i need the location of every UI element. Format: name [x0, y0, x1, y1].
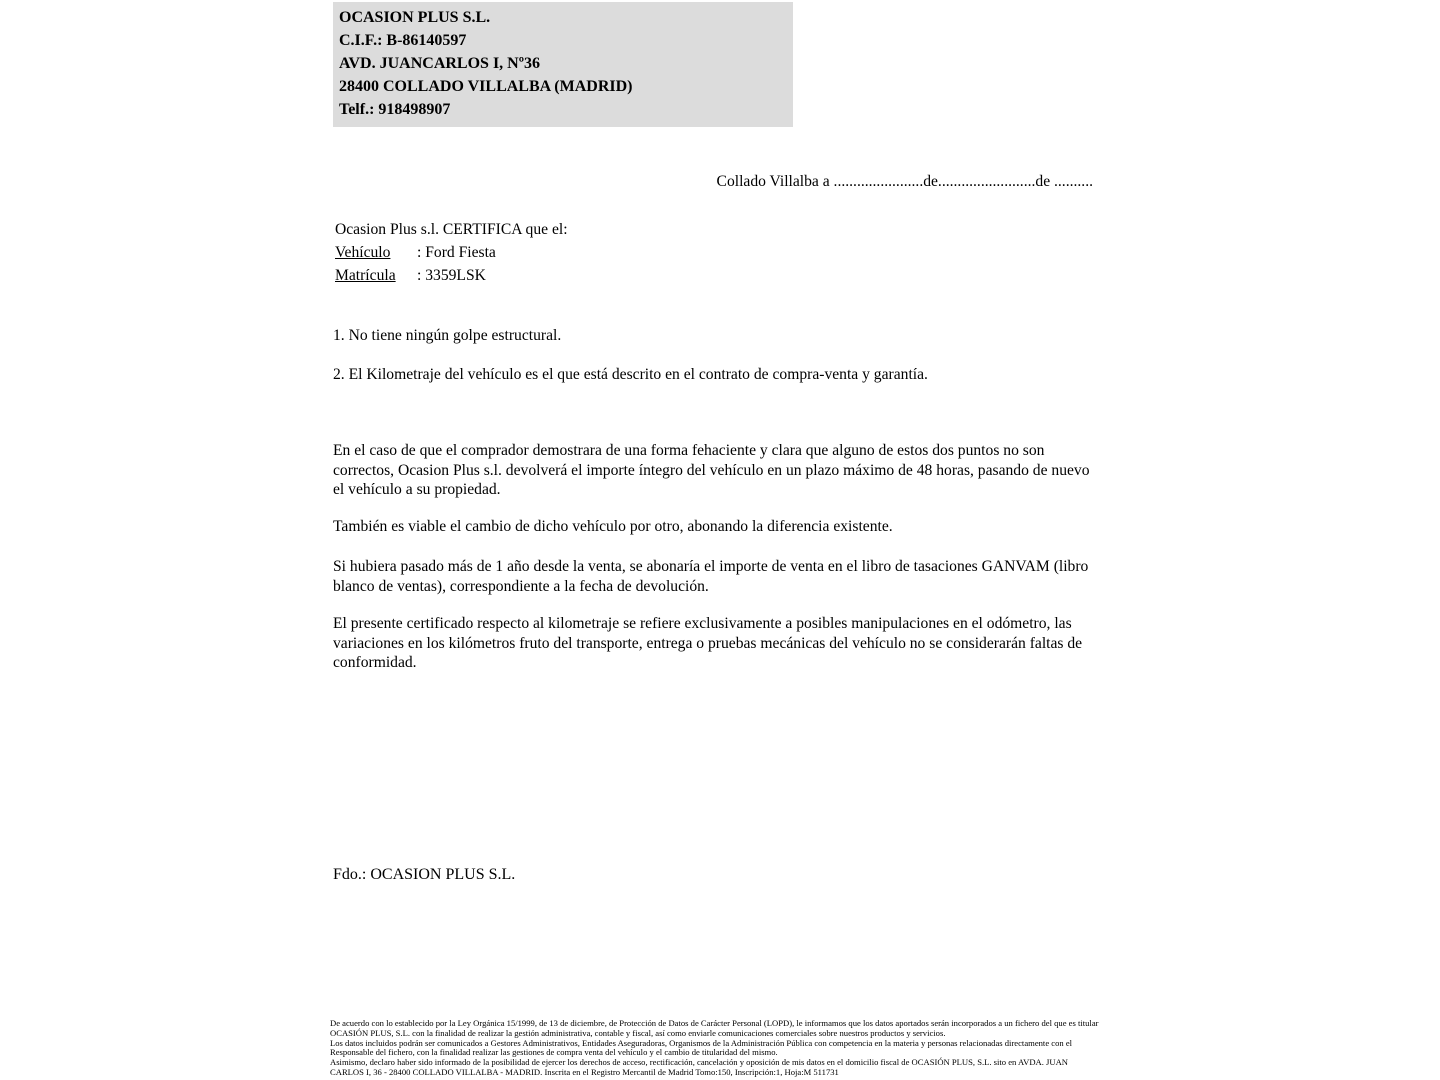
legal-paragraph-rights: Asimismo, declaro haber sido informado de la posibilidad de ejercer los derechos de acceso, rectificación, cancelación y oposición de mis datos en el domicilio fiscal de OCASIÓN PLUS, S.L. sito en AVDA. JUAN CARLOS I, 36 - 28400 COLLADO VILLALBA - MADRID. Inscrita en el Registro Mercantil de Madrid Tomo:150, Inscripción:1, Hoja:M 511731: [330, 1057, 1069, 1077]
condition-point-2: 2. El Kilometraje del vehículo es el que está descrito en el contrato de compra-venta y garantía.: [333, 365, 928, 383]
certifica-intro: Ocasion Plus s.l. CERTIFICA que el:: [335, 221, 568, 238]
vehicle-value: : Ford Fiesta: [417, 244, 496, 261]
plate-label: Matrícula: [335, 267, 396, 284]
company-header-box: [333, 2, 793, 127]
company-cif: C.I.F.: B-86140597: [339, 32, 467, 49]
legal-paragraph-lopd: De acuerdo con lo establecido por la Ley Orgánica 15/1999, de 13 de diciembre, de Protección de Datos de Carácter Personal (LOPD), le informamos que los datos aportados serán incorporados a un fichero del que es titular OCASIÓN PLUS, S.L. con la finalidad de realizar la gestión administrativa, contable y fiscal, así como enviarle comunicaciones comerciales sobre nuestros productos y servicios.: [330, 1018, 1099, 1038]
paragraph-refund: En el caso de que el comprador demostrara de una forma fehaciente y clara que alguno de estos dos puntos no son correctos, Ocasion Plus s.l. devolverá el importe íntegro del vehículo en un plazo máximo de 48 horas, pasando de nuevo el vehículo a su propiedad.: [333, 442, 1090, 498]
plate-value: : 3359LSK: [417, 267, 486, 284]
certification-block: [333, 218, 1101, 287]
legal-paragraph-data-sharing: Los datos incluidos podrán ser comunicados a Gestores Administrativos, Entidades Aseguradoras, Organismos de la Administración Pública con competencia en la materia y personas relacionadas directamente con el Responsable del fichero, con la finalidad realizar las gestiones de compra venta del vehículo y el cambio de titularidad del mismo.: [330, 1037, 1073, 1058]
vehicle-label-box: [335, 241, 417, 264]
company-name: OCASION PLUS S.L.: [339, 9, 491, 26]
paragraph-exchange: También es viable el cambio de dicho vehículo por otro, abonando la diferencia existente.: [333, 517, 893, 535]
company-phone: Telf.: 918498907: [339, 101, 451, 118]
vehicle-row: [335, 241, 1101, 264]
paragraph-ganvam: Si hubiera pasado más de 1 año desde la venta, se abonaría el importe de venta en el libro de tasaciones GANVAM (libro blanco de ventas), correspondiente a la fecha de devolución.: [333, 558, 1089, 595]
document-page: [333, 0, 1101, 885]
vehicle-label: Vehículo: [335, 244, 391, 261]
plate-row: [335, 264, 1101, 287]
legal-footer: [330, 1019, 1102, 1078]
company-city: 28400 COLLADO VILLALBA (MADRID): [339, 78, 633, 95]
company-address: AVD. JUANCARLOS I, Nº36: [339, 55, 541, 72]
signature-line: Fdo.: OCASION PLUS S.L.: [333, 865, 516, 883]
condition-point-1: 1. No tiene ningún golpe estructural.: [333, 327, 562, 344]
paragraph-odometer: El presente certificado respecto al kilometraje se refiere exclusivamente a posibles manipulaciones en el odómetro, las variaciones en los kilómetros fruto del transporte, entrega o pruebas mecánicas del vehículo no se considerarán faltas de conformidad.: [333, 615, 1083, 671]
plate-label-box: [335, 264, 417, 287]
date-line: Collado Villalba a .......................de.........................de ..........: [716, 173, 1093, 190]
